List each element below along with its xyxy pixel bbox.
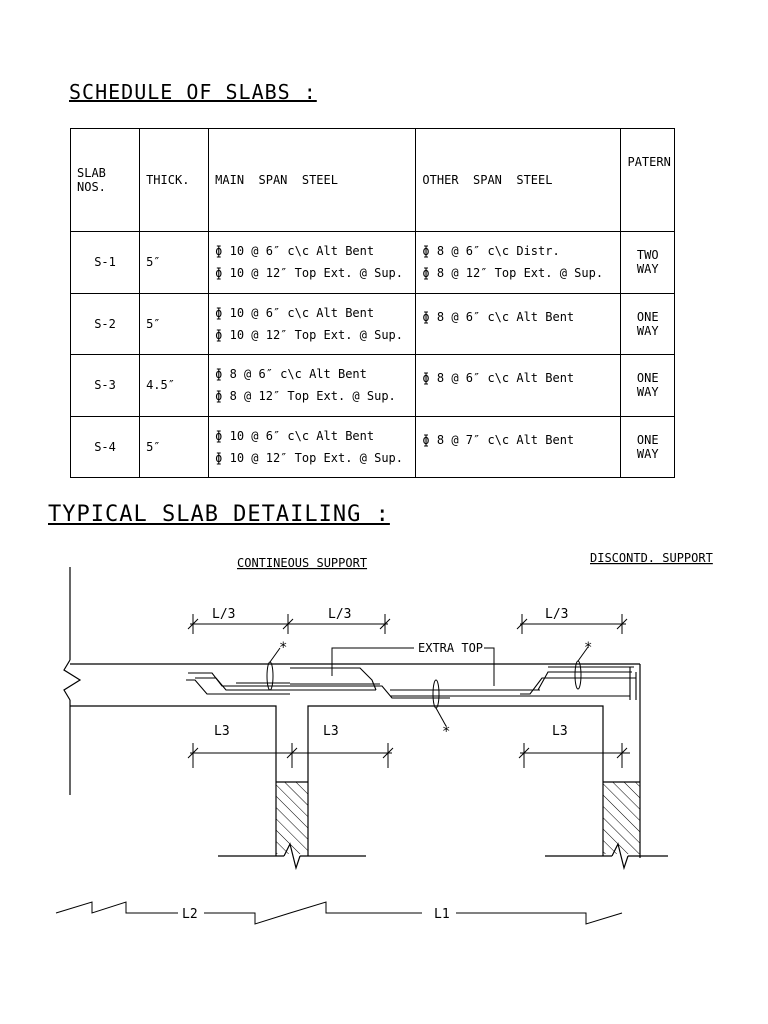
slab-no: S-3: [71, 355, 140, 417]
main-span-steel: ɸ 10 @ 6″ c\c Alt Bent ɸ 10 @ 12″ Top Ext. @ Sup.: [209, 232, 416, 294]
dimension-label: L3: [552, 724, 568, 739]
header-main-span-steel: MAIN SPAN STEEL: [209, 129, 416, 232]
main-span-steel: ɸ 8 @ 6″ c\c Alt Bent ɸ 8 @ 12″ Top Ext. @ Sup.: [209, 355, 416, 417]
main-span-steel: ɸ 10 @ 6″ c\c Alt Bent ɸ 10 @ 12″ Top Ext. @ Sup.: [209, 293, 416, 355]
span-line: [56, 902, 622, 924]
thickness: 4.5″: [140, 355, 209, 417]
slab-outline: [70, 664, 668, 868]
other-span-steel: ɸ 8 @ 6″ c\c Alt Bent: [416, 355, 621, 417]
continuous-support-label: CONTINEOUS SUPPORT: [237, 556, 368, 570]
other-span-steel: ɸ 8 @ 7″ c\c Alt Bent: [416, 416, 621, 478]
dimension-label: L/3: [545, 607, 569, 622]
slab-no: S-4: [71, 416, 140, 478]
other-span-steel: ɸ 8 @ 6″ c\c Alt Bent: [416, 293, 621, 355]
dimension-label: L/3: [212, 607, 236, 622]
dimension-label: L3: [323, 724, 339, 739]
asterisk-mark: *: [442, 724, 451, 740]
pattern: ONE WAY: [621, 293, 675, 355]
pattern: ONE WAY: [621, 355, 675, 417]
span-label-l2: L2: [182, 907, 198, 922]
schedule-title: SCHEDULE OF SLABS :: [69, 80, 317, 104]
dimension-label: L/3: [328, 607, 352, 622]
pattern: TWO WAY: [621, 232, 675, 294]
header-slab-nos: SLAB NOS.: [71, 129, 140, 232]
column-hatch: [276, 782, 308, 854]
thickness: 5″: [140, 293, 209, 355]
slab-no: S-2: [71, 293, 140, 355]
thickness: 5″: [140, 416, 209, 478]
asterisk-mark: *: [279, 640, 288, 656]
header-other-span-steel: OTHER SPAN STEEL: [416, 129, 621, 232]
main-span-steel: ɸ 10 @ 6″ c\c Alt Bent ɸ 10 @ 12″ Top Ext. @ Sup.: [209, 416, 416, 478]
dimension-label: L3: [214, 724, 230, 739]
reinforcement-bars: [186, 667, 636, 700]
pattern: ONE WAY: [621, 416, 675, 478]
other-span-steel: ɸ 8 @ 6″ c\c Distr. ɸ 8 @ 12″ Top Ext. @ Sup.: [416, 232, 621, 294]
discontinuous-support-label: DISCONTD. SUPPORT: [590, 551, 713, 565]
header-patern: PATERN: [621, 129, 675, 232]
column-hatch: [603, 782, 640, 854]
extra-top-label: EXTRA TOP: [418, 641, 484, 655]
header-thick: THICK.: [140, 129, 209, 232]
left-wall: [64, 567, 80, 795]
detailing-title: TYPICAL SLAB DETAILING :: [48, 502, 390, 527]
slab-no: S-1: [71, 232, 140, 294]
asterisk-mark: *: [584, 640, 593, 656]
thickness: 5″: [140, 232, 209, 294]
lower-dimensions: [188, 743, 630, 768]
span-label-l1: L1: [434, 907, 450, 922]
